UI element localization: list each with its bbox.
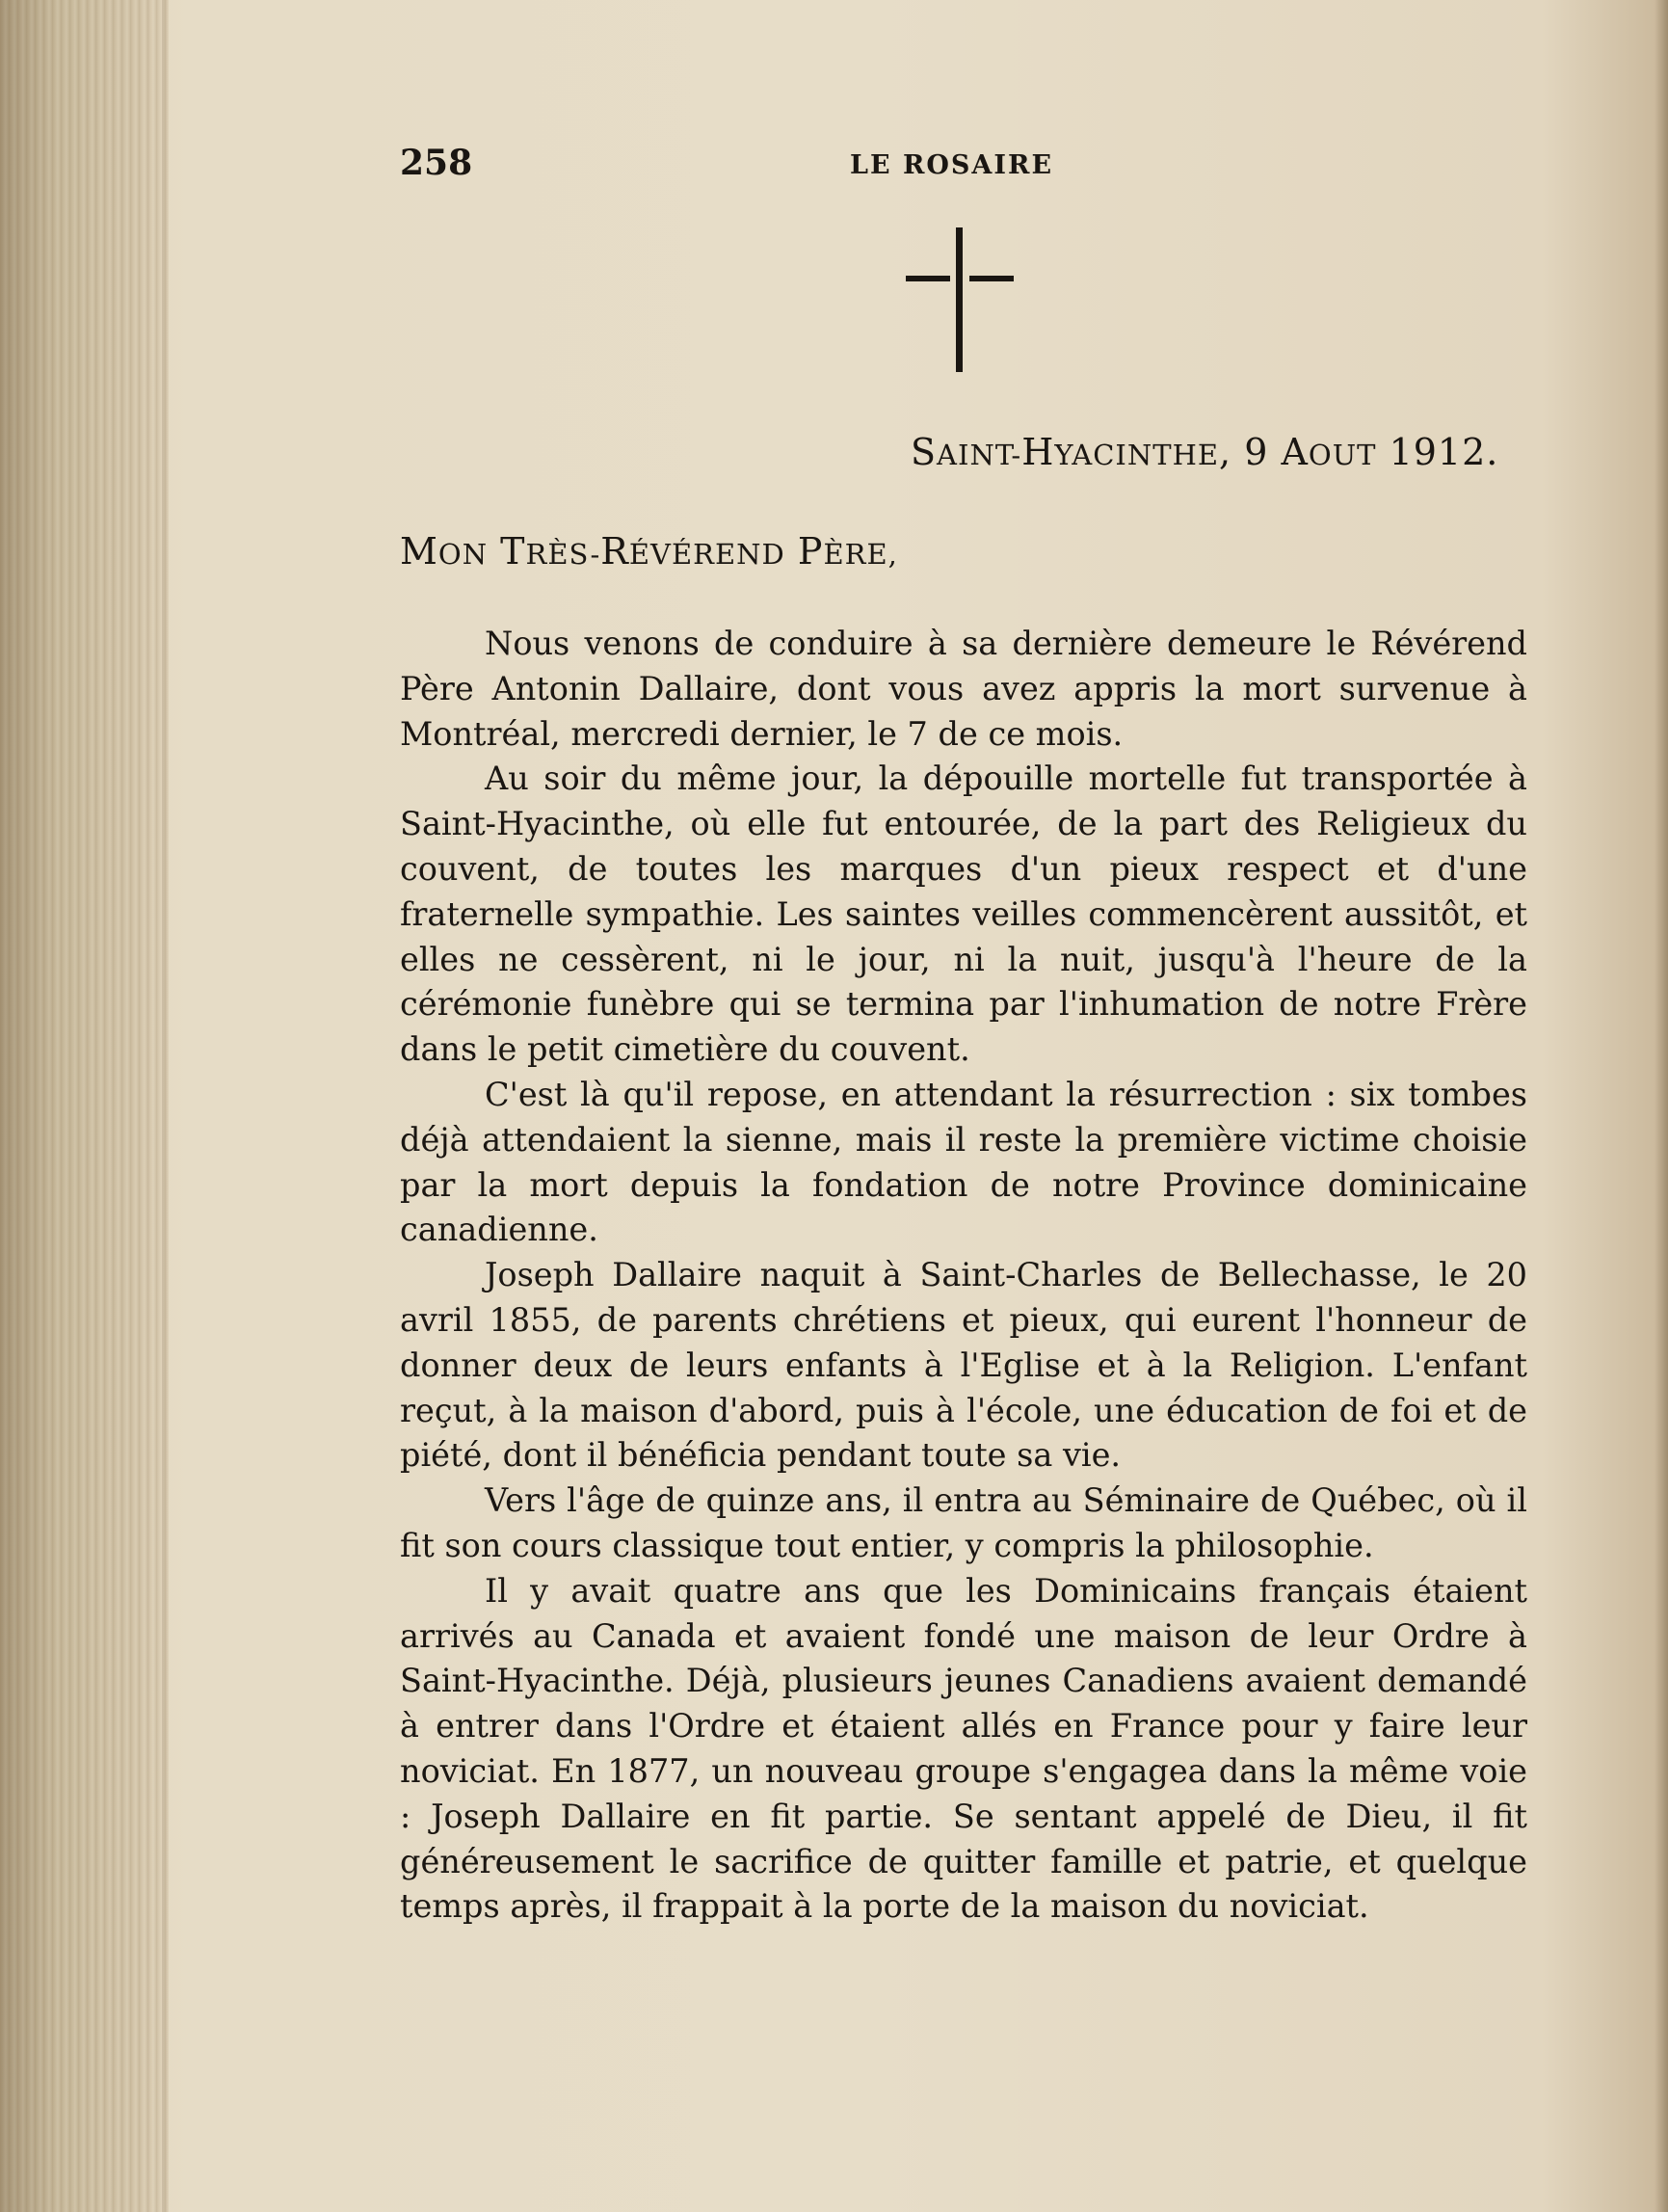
book-binding-shadow <box>0 0 169 2212</box>
paragraph: Nous venons de conduire à sa dernière demeure le Révérend Père Antonin Dallaire, dont vous avez appris la mort survenue à Montréal, mercredi dernier, le 7 de ce mois. <box>400 625 1527 753</box>
page-right-edge <box>1655 0 1668 2212</box>
dateline: SAINT-HYACINTHE, 9 AOUT 1912. <box>911 431 1499 473</box>
paragraph: C'est là qu'il repose, en attendant la résurrection : six tombes déjà attendaient la sienne, mais il reste la première victime choisie par la mort depuis la fondation de notre Province dominicaine canadienne. <box>400 1075 1527 1249</box>
paragraph: Au soir du même jour, la dépouille mortelle fut transportée à Saint-Hyacinthe, où elle fut entourée, de la part des Religieux du couvent, de toutes les marques d'un pieux respect et d'une fraternelle sympathie. Les saintes veilles commencèrent aussitôt, et elles ne cessèrent, ni le jour, ni la nuit, jusqu'à l'heure de la cérémonie funèbre qui se termina par l'inhumation de notre Frère dans le petit cimetière du couvent. <box>400 760 1527 1069</box>
paragraph: Il y avait quatre ans que les Dominicains français étaient arrivés au Canada et avaient fondé une maison de leur Ordre à Saint-Hyacinthe. Déjà, plusieurs jeunes Canadiens avaient demandé à entrer dans l'Ordre et étaient allés en France pour y faire leur noviciat. En 1877, un nouveau groupe s'engagea dans la même voie : Joseph Dallaire en fit partie. Se sentant appelé de Dieu, il fit généreusement le sacrifice de quitter famille et patrie, et quelque temps après, il frappait à la porte de la maison du noviciat. <box>400 1571 1527 1926</box>
paragraph: Vers l'âge de quinze ans, il entra au Séminaire de Québec, où il fit son cours classique tout entier, y compris la philosophie. <box>400 1481 1527 1564</box>
running-head: LE ROSAIRE <box>850 150 1054 180</box>
salutation: MON TRÈS-RÉVÉREND PÈRE, <box>400 530 898 573</box>
cross-icon <box>906 227 1014 372</box>
paragraph: Joseph Dallaire naquit à Saint-Charles de Bellechasse, le 20 avril 1855, de parents chrétiens et pieux, qui eurent l'honneur de donner deux de leurs enfants à l'Eglise et à la Religion. L'enfant reçut, à la maison d'abord, puis à l'école, une éducation de foi et de piété, dont il bénéficia pendant toute sa vie. <box>400 1256 1527 1475</box>
page-header <box>400 143 1537 181</box>
binding-edge <box>162 0 168 2212</box>
page-number: 258 <box>400 143 473 183</box>
letter-body <box>400 622 1527 1930</box>
